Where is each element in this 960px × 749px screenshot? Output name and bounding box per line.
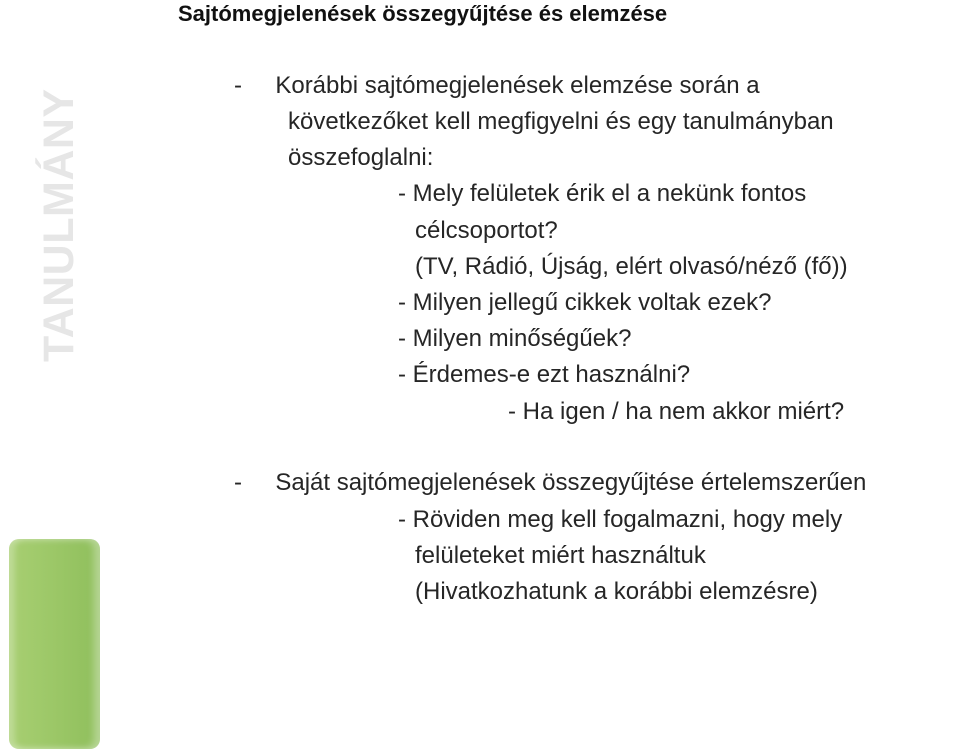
bullet-1-line: összefoglalni: [288,144,434,171]
sub-item: - Ha igen / ha nem akkor miért? [508,398,845,425]
side-label: TANULMÁNY [35,88,83,362]
bullet-1-line: következőket kell megfigyelni és egy tanulmányban [288,108,834,135]
sub-item: - Mely felületek érik el a nekünk fontos [398,180,807,207]
sub-item: - Milyen jellegű cikkek voltak ezek? [398,289,772,316]
sub-item: célcsoportot? [415,217,558,244]
sub-item: - Milyen minőségűek? [398,325,632,352]
bullet-1-line: - Korábbi sajtómegjelenések elemzése során a [234,72,760,99]
sub-item: (TV, Rádió, Újság, elért olvasó/néző (fő)) [415,253,848,280]
decorative-green-bar [9,539,100,749]
sub-item: felületeket miért használtuk [415,542,706,569]
sub-item: - Érdemes-e ezt használni? [398,361,691,388]
page-title: Sajtómegjelenések összegyűjtése és elemzése [178,1,668,26]
sub-item: (Hivatkozhatunk a korábbi elemzésre) [415,578,818,605]
sub-item: - Röviden meg kell fogalmazni, hogy mely [398,506,843,533]
bullet-2-line: - Saját sajtómegjelenések összegyűjtése értelemszerűen [234,469,867,496]
